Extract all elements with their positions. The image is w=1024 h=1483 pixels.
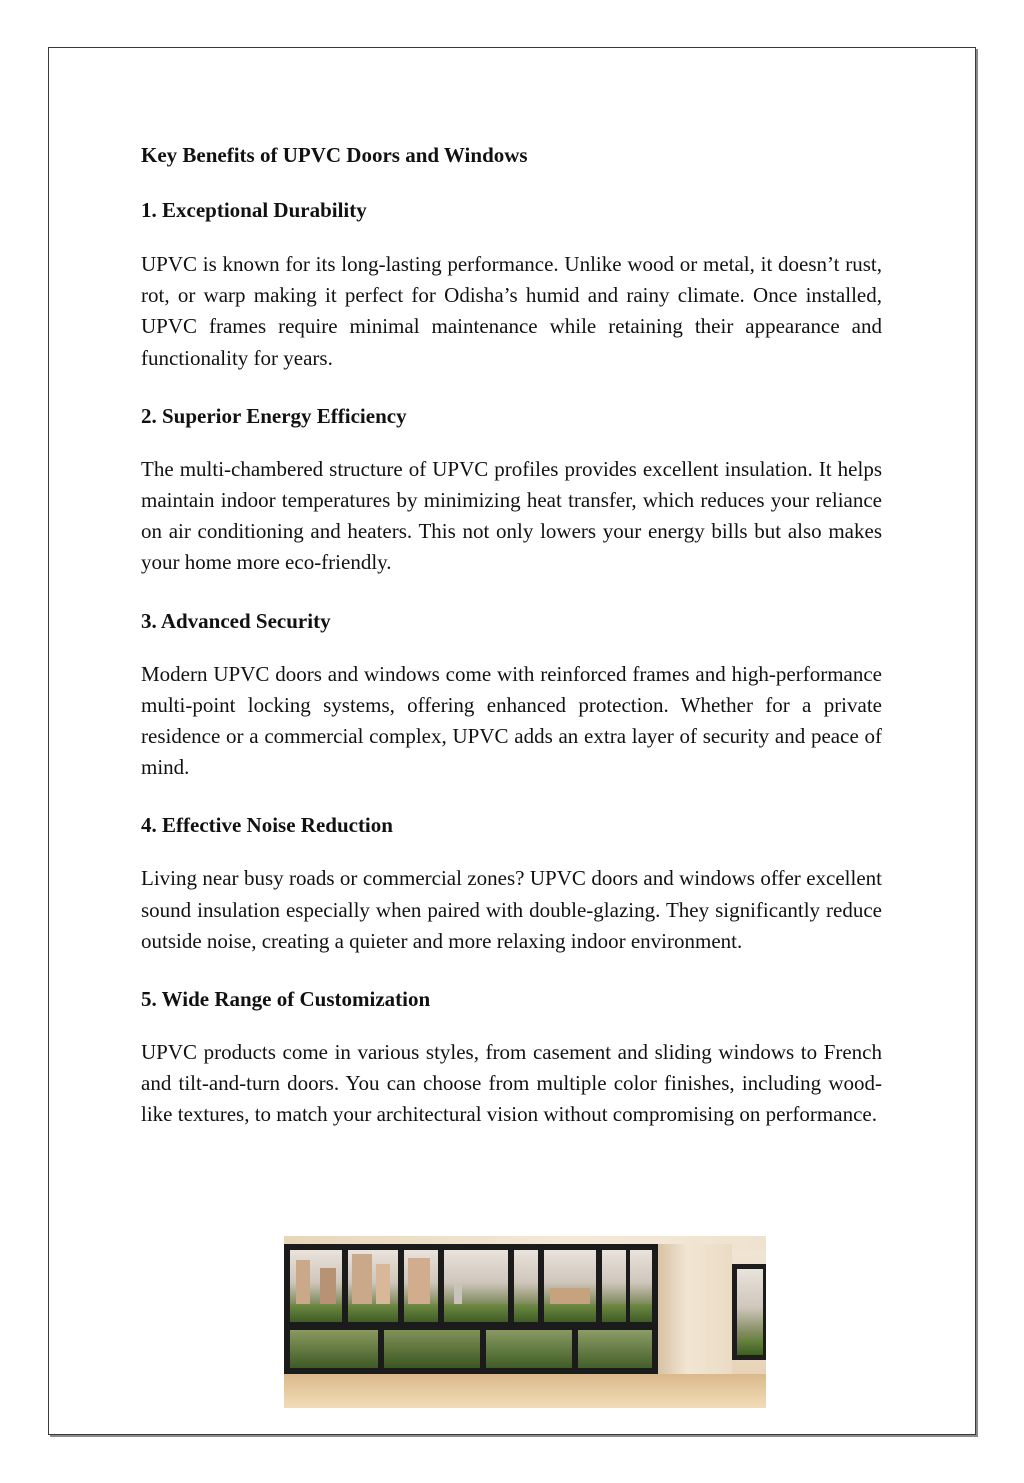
window-pane	[630, 1250, 652, 1322]
section-heading: 1. Exceptional Durability	[141, 198, 367, 222]
section-durability	[141, 195, 882, 374]
window-pane	[384, 1330, 480, 1368]
window-frame-side	[732, 1264, 766, 1360]
window-pane	[348, 1250, 398, 1322]
window-pane	[602, 1250, 626, 1322]
window-frame-main	[284, 1244, 658, 1374]
section-noise-reduction	[141, 810, 882, 957]
floor	[284, 1374, 766, 1408]
window-pane	[290, 1250, 342, 1322]
section-customization	[141, 984, 882, 1131]
section-heading: 3. Advanced Security	[141, 608, 331, 633]
window-pane	[544, 1250, 596, 1322]
section-body: Modern UPVC doors and windows come with reinforced frames and high-performance multi-point locking systems, offering enhanced protection. Whether for a private residence or a commercial complex, UPVC adds an extra layer of security and peace of mind.	[141, 661, 882, 780]
window-pane	[486, 1330, 572, 1368]
section-body: The multi-chambered structure of UPVC profiles provides excellent insulation. It helps maintain indoor temperatures by minimizing heat transfer, which reduces your reliance on air conditioning and heaters. This not only lowers your energy bills but also makes your home more eco-friendly.	[141, 456, 882, 575]
window-pane	[578, 1330, 652, 1368]
document-title: Key Benefits of UPVC Doors and Windows	[141, 143, 528, 167]
section-heading: 5. Wide Range of Customization	[141, 987, 431, 1012]
window-pane	[404, 1250, 438, 1322]
section-heading: 4. Effective Noise Reduction	[141, 813, 393, 838]
document-content	[141, 140, 882, 1131]
window-pane	[290, 1330, 378, 1368]
section-body: Living near busy roads or commercial zones? UPVC doors and windows offer excellent sound insulation especially when paired with double-glazing. They significantly reduce outside noise, creating a quieter and more relaxing indoor environment.	[141, 866, 882, 953]
section-body: UPVC is known for its long-lasting performance. Unlike wood or metal, it doesn’t rust, rot, or warp making it perfect for Odisha’s humid and rainy climate. Once installed, UPVC frames require minimal maintenance while retaining their appearance and functionality for years.	[141, 252, 882, 370]
window-pane	[737, 1269, 763, 1355]
section-energy-efficiency	[141, 401, 882, 579]
window-photo	[284, 1236, 766, 1408]
section-body: UPVC products come in various styles, from casement and sliding windows to French and tilt-and-turn doors. You can choose from multiple color finishes, including wood-like textures, to match your architectural vision without compromising on performance.	[141, 1040, 882, 1127]
section-security	[141, 606, 882, 784]
window-pane	[514, 1250, 538, 1322]
wall	[658, 1244, 732, 1374]
window-pane	[444, 1250, 508, 1322]
section-heading: 2. Superior Energy Efficiency	[141, 403, 407, 428]
